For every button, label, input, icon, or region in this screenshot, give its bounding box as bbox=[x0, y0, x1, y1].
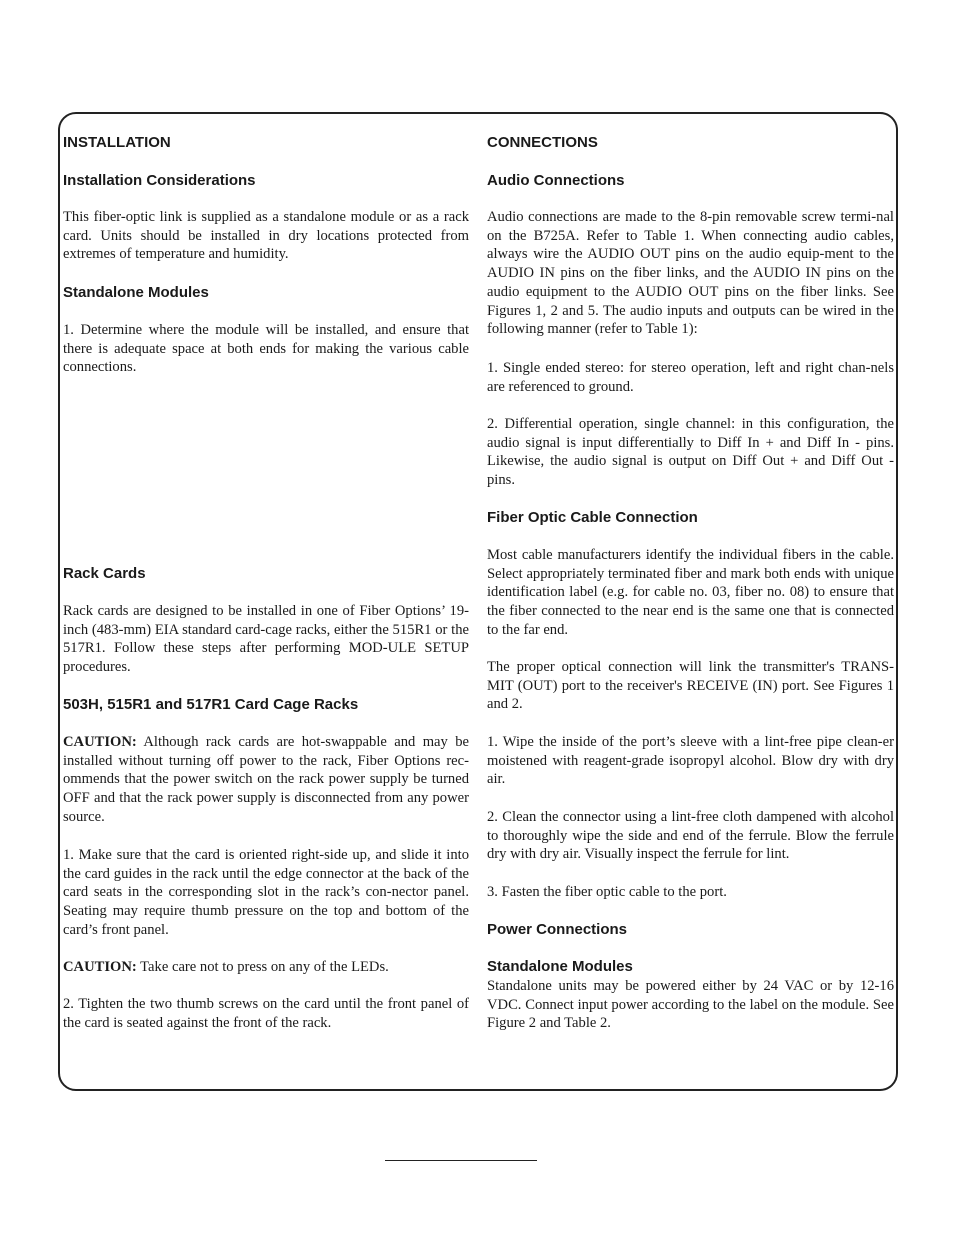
fiber-step-3: 3. Fasten the fiber optic cable to the port. bbox=[487, 884, 727, 900]
audio-connections-heading: Audio Connections bbox=[487, 172, 625, 189]
fiber-optic-text-2: The proper optical connection will link the transmitter's TRANS-MIT (OUT) port to the receiver's RECEIVE (IN) port. See Figures 1 and 2. bbox=[487, 659, 894, 713]
caution-text: Take care not to press on any of the LEDs. bbox=[136, 959, 389, 975]
fiber-step-2: 2. Clean the connector using a lint-free cloth dampened with alcohol to thoroughly wipe the side and end of the ferrule. Blow the ferrule dry with dry air. Visually inspect the ferrule for lint. bbox=[487, 809, 894, 863]
audio-step-2: 2. Differential operation, single channel: in this configuration, the audio signal is input differentially to Diff In + and Diff In - pins. Likewise, the audio signal is output on Diff Out + and Diff Out - pins. bbox=[487, 416, 894, 489]
power-connections-heading: Power Connections bbox=[487, 921, 628, 938]
installation-considerations-text: This fiber-optic link is supplied as a standalone module or as a rack card. Units should be installed in dry locations protected from extremes of temperature and humidity. bbox=[63, 209, 469, 263]
caution-label: CAUTION: bbox=[63, 959, 137, 975]
installation-heading: INSTALLATION bbox=[63, 134, 171, 151]
standalone-step-1: 1. Determine where the module will be installed, and ensure that there is adequate space at both ends for making the various cable connections. bbox=[63, 322, 469, 376]
rack-step-1: 1. Make sure that the card is oriented right-side up, and slide it into the card guides in the rack until the edge connector at the back of the card seats in the corresponding slot in the rack’s con-nector panel. Seating may require thumb pressure on the top and bottom of the card’s front panel. bbox=[63, 847, 469, 938]
power-text: Standalone units may be powered either by 24 VAC or by 12-16 VDC. Connect input power according to the label on the module. See Figure 2 and Table 2. bbox=[487, 978, 894, 1032]
connections-heading: CONNECTIONS bbox=[487, 134, 598, 151]
rack-step-2: 2. Tighten the two thumb screws on the card until the front panel of the card is seated against the front of the rack. bbox=[63, 996, 469, 1031]
standalone-modules-heading: Standalone Modules bbox=[63, 284, 209, 301]
audio-connections-text: Audio connections are made to the 8-pin removable screw termi-nal on the B725A. Refer to Table 1. When connecting audio cables, always wire the AUDIO OUT pins on the audio equip-ment to the AUDIO IN pins on the fiber links, and the AUDIO IN pins on the audio equipment to the AUDIO OUT pins on the fiber links. See Figures 1, 2 and 5. The audio inputs and outputs can be wired in the following manner (refer to Table 1): bbox=[487, 209, 894, 338]
rack-cards-text: Rack cards are designed to be installed in one of Fiber Options’ 19-inch (483-mm) EIA standard card-cage racks, either the 515R1 or the 517R1. Follow these steps after performing MOD-ULE SETUP procedures. bbox=[63, 603, 469, 676]
caution-paragraph-1 bbox=[63, 733, 469, 827]
audio-step-1: 1. Single ended stereo: for stereo operation, left and right chan-nels are referenced to ground. bbox=[487, 360, 894, 395]
card-cage-racks-heading: 503H, 515R1 and 517R1 Card Cage Racks bbox=[63, 696, 359, 713]
fiber-step-1: 1. Wipe the inside of the port’s sleeve with a lint-free pipe clean-er moistened with reagent-grade isopropyl alcohol. Blow dry with dry air. bbox=[487, 734, 894, 788]
footer-rule bbox=[385, 1160, 537, 1161]
fiber-optic-heading: Fiber Optic Cable Connection bbox=[487, 509, 698, 526]
rack-cards-heading: Rack Cards bbox=[63, 565, 146, 582]
caution-text: Although rack cards are hot-swappable and may be installed without turning off power to the rack, Fiber Options rec-ommends that the power switch on the rack power supply be turned OFF and that the rack power supply is disconnected from any power source. bbox=[63, 734, 469, 825]
fiber-optic-text-1: Most cable manufacturers identify the individual fibers in the cable. Select appropriately terminated fiber and mark both ends with unique identification label (e.g. for cable no. 03, fiber no. 08) to ensure that the fiber connected to the near end is the same one that is connected to the far end. bbox=[487, 547, 894, 638]
power-standalone-heading: Standalone Modules bbox=[487, 958, 633, 975]
caution-label: CAUTION: bbox=[63, 734, 137, 750]
installation-considerations-heading: Installation Considerations bbox=[63, 172, 256, 189]
caution-paragraph-2 bbox=[63, 958, 469, 977]
